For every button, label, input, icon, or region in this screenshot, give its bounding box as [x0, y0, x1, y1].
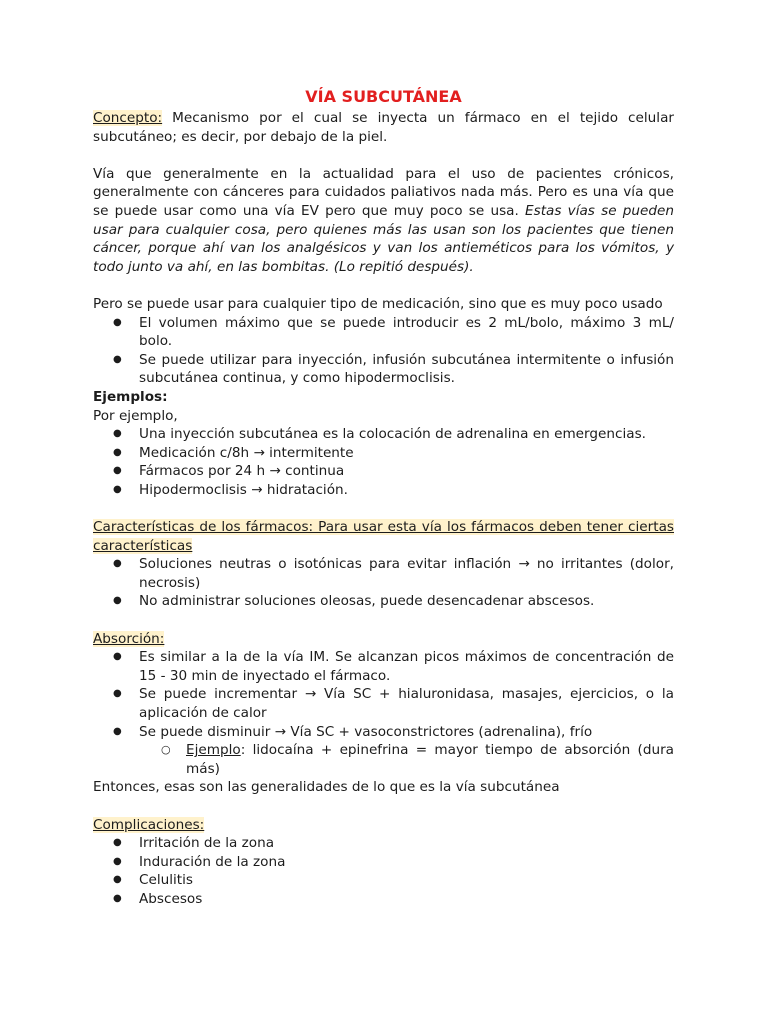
page-title: VÍA SUBCUTÁNEA — [305, 87, 462, 106]
list-item: ● Abscesos — [93, 890, 674, 909]
list-item: ● Fármacos por 24 h → continua — [93, 462, 674, 481]
ejemplos-intro: Por ejemplo, — [93, 407, 178, 424]
ejemplos-heading: Ejemplos: — [93, 388, 168, 405]
complicaciones-list — [93, 834, 674, 908]
concepto-label: Concepto: — [93, 110, 163, 126]
ejemplo-label: Ejemplo — [186, 742, 241, 759]
complicaciones-heading: Complicaciones: — [93, 816, 205, 833]
absorcion-list — [93, 648, 674, 778]
caracteristicas-paragraph — [93, 518, 674, 555]
list-item: ● Soluciones neutras o isotónicas para evitar inflación → no irritantes (dolor, necrosis) — [93, 555, 674, 592]
list-item: ● Se puede disminuir → Vía SC + vasoconstrictores (adrenalina), frío — [93, 723, 674, 742]
sub-list-item — [93, 741, 674, 778]
list-item: ● El volumen máximo que se puede introducir es 2 mL/bolo, máximo 3 mL/ bolo. — [93, 314, 674, 351]
ejemplos-list — [93, 425, 674, 499]
usage-list — [93, 314, 674, 388]
caracteristicas-list — [93, 555, 674, 611]
list-item: ● Hipodermoclisis → hidratación. — [93, 481, 674, 500]
intro-paragraph — [93, 165, 674, 277]
conclusion-paragraph: Entonces, esas son las generalidades de lo que es la vía subcutánea — [93, 779, 560, 796]
list-item: ● Una inyección subcutánea es la colocación de adrenalina en emergencias. — [93, 425, 674, 444]
intro-text: Vía que generalmente en la actualidad para el uso de pacientes crónicos, generalmente con cánceres para cuidados paliativos nada más. Pero es una vía que se puede usar como una vía EV pero que muy poco se usa. — [93, 165, 674, 219]
list-item: ● Induración de la zona — [93, 853, 674, 872]
document-page — [93, 86, 674, 909]
list-item: ● Se puede incrementar → Vía SC + hialuronidasa, masajes, ejercicios, o la aplicación de calor — [93, 685, 674, 722]
usage-paragraph: Pero se puede usar para cualquier tipo de medicación, sino que es muy poco usado — [93, 295, 663, 312]
absorcion-paragraph — [93, 630, 674, 649]
ejemplo-text: : lidocaína + epinefrina = mayor tiempo de absorción (dura más) — [186, 742, 674, 777]
list-item: ● Se puede utilizar para inyección, infusión subcutánea intermitente o infusión subcutánea continua, y como hipodermoclisis. — [93, 351, 674, 388]
list-item: ● No administrar soluciones oleosas, puede desencadenar abscesos. — [93, 592, 674, 611]
list-item: ● Celulitis — [93, 871, 674, 890]
concepto-text: Mecanismo por el cual se inyecta un fármaco en el tejido celular subcutáneo; es decir, por debajo de la piel. — [93, 110, 674, 145]
list-item: ● Medicación c/8h → intermitente — [93, 444, 674, 463]
list-item: ● Irritación de la zona — [93, 834, 674, 853]
caracteristicas-heading: Características de los fármacos: Para usar esta vía los fármacos deben tener ciertas características — [93, 519, 674, 554]
intro-italic-text: Estas vías se pueden usar para cualquier cosa, pero quienes más las usan son los pacientes que tienen cáncer, porque ahí van los analgésicos y van los antieméticos para los vómitos, y todo junto va ahí, en las bombitas. (Lo repitió después). — [93, 202, 674, 275]
absorcion-heading: Absorción: — [93, 630, 165, 647]
concepto-paragraph — [93, 109, 674, 146]
complicaciones-paragraph — [93, 816, 674, 835]
list-item: ● Es similar a la de la vía IM. Se alcanzan picos máximos de concentración de 15 - 30 min de inyectado el fármaco. — [93, 648, 674, 685]
